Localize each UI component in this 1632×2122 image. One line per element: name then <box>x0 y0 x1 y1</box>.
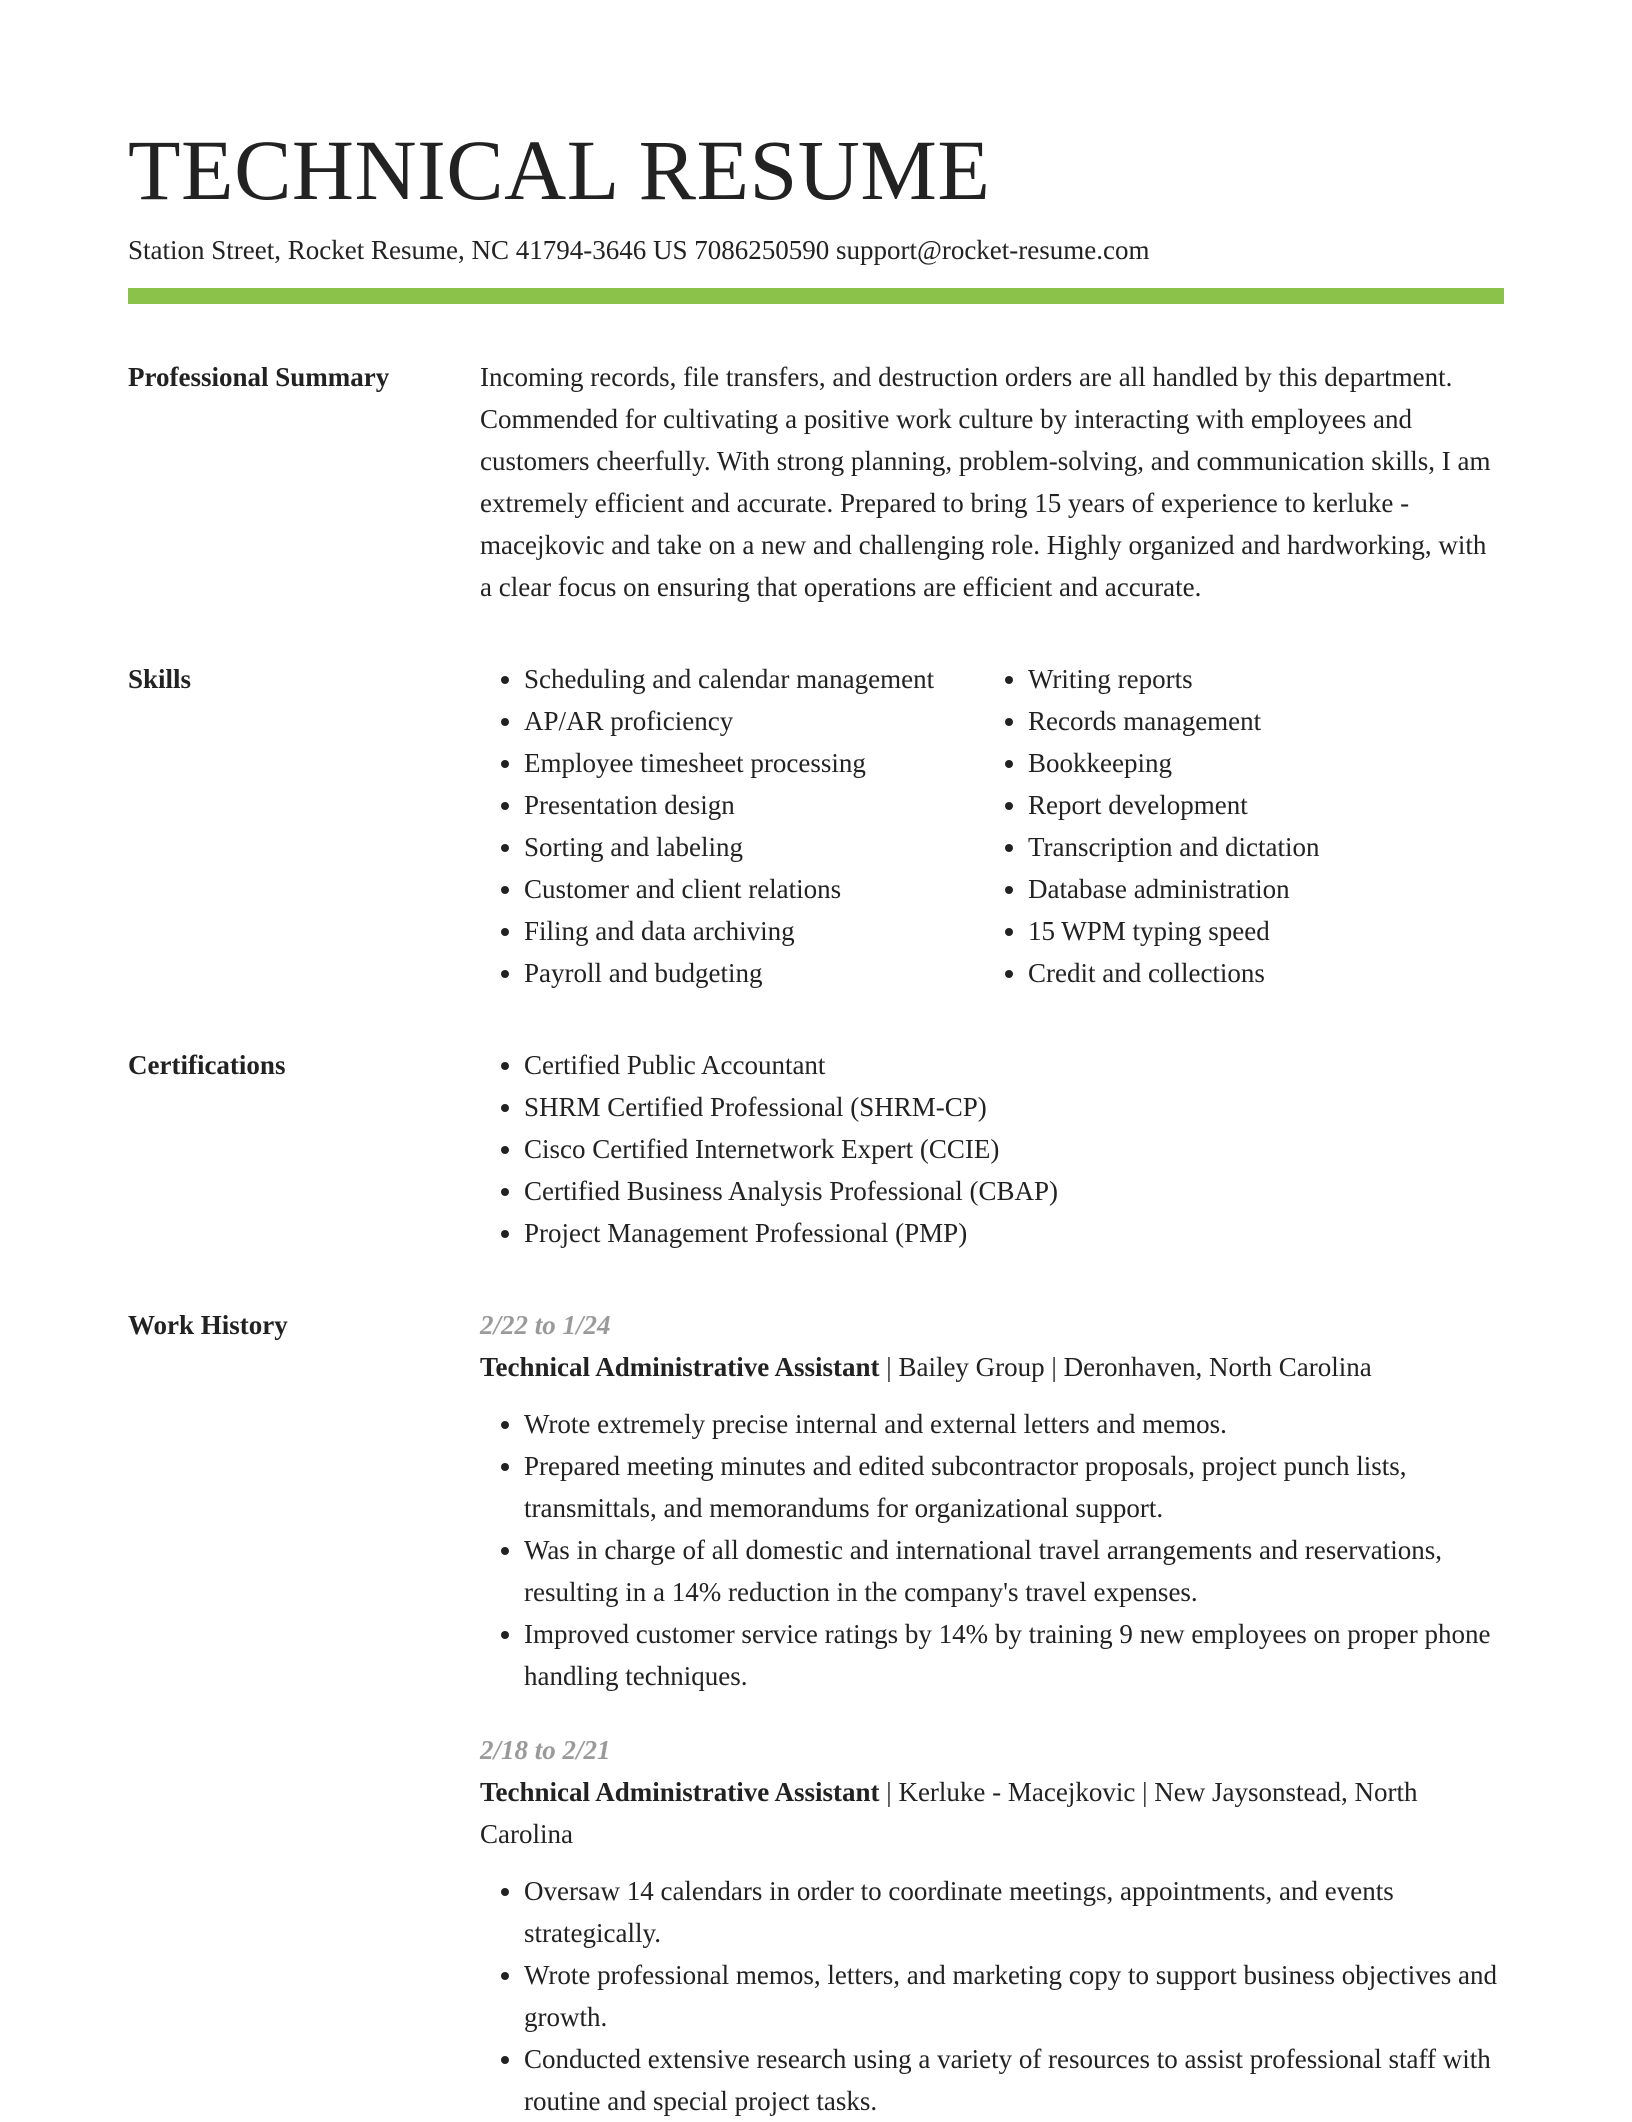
job-entry <box>480 1729 1504 2122</box>
job-details: | Bailey Group | Deronhaven, North Carolina <box>879 1352 1372 1382</box>
job-bullets <box>480 1403 1504 1697</box>
summary-text: Incoming records, file transfers, and destruction orders are all handled by this department. Commended for cultivating a positive work culture by interacting with employees and customers cheerfully. With strong planning, problem-solving, and communication skills, I am extremely efficient and accurate. Prepared to bring 15 years of experience to kerluke - macejkovic and take on a new and challenging role. Highly organized and hardworking, with a clear focus on ensuring that operations are efficient and accurate. <box>480 362 1491 602</box>
list-item: • Certified Business Analysis Professional (CBAP) <box>524 1170 1504 1212</box>
job-entry <box>480 1304 1504 1697</box>
list-item: • Wrote extremely precise internal and external letters and memos. <box>524 1403 1504 1445</box>
resume-title: TECHNICAL RESUME <box>128 122 991 218</box>
work-history-section <box>128 1304 1504 2122</box>
job-heading <box>480 1346 1504 1388</box>
list-item: • Sorting and labeling <box>524 826 984 868</box>
certifications-section <box>128 1044 1504 1254</box>
job-heading <box>480 1771 1504 1855</box>
job-dates: 2/22 to 1/24 <box>480 1310 611 1340</box>
section-label-skills: Skills <box>128 664 192 694</box>
job-details: | Kerluke - Macejkovic | New Jaysonstead, North Carolina <box>480 1777 1418 1849</box>
job-title: Technical Administrative Assistant <box>480 1777 880 1807</box>
summary-section <box>128 356 1504 608</box>
section-label-certifications: Certifications <box>128 1050 286 1080</box>
skills-list-right <box>984 658 1488 994</box>
list-item: • Payroll and budgeting <box>524 952 984 994</box>
list-item: • Credit and collections <box>1028 952 1488 994</box>
certifications-list <box>480 1044 1504 1254</box>
list-item: • Conducted extensive research using a variety of resources to assist professional staff with routine and special project tasks. <box>524 2038 1504 2122</box>
list-item: • Prepared meeting minutes and edited subcontractor proposals, project punch lists, transmittals, and memorandums for organizational support. <box>524 1445 1504 1529</box>
job-title: Technical Administrative Assistant <box>480 1352 880 1382</box>
skills-section <box>128 658 1504 994</box>
job-bullets <box>480 1870 1504 2122</box>
list-item: • Project Management Professional (PMP) <box>524 1212 1504 1254</box>
list-item: • 15 WPM typing speed <box>1028 910 1488 952</box>
list-item: • Database administration <box>1028 868 1488 910</box>
list-item: • Customer and client relations <box>524 868 984 910</box>
list-item: • Records management <box>1028 700 1488 742</box>
list-item: • Employee timesheet processing <box>524 742 984 784</box>
list-item: • Wrote professional memos, letters, and marketing copy to support business objectives and growth. <box>524 1954 1504 2038</box>
resume-page <box>128 120 1504 2122</box>
list-item: • Report development <box>1028 784 1488 826</box>
list-item: • Certified Public Accountant <box>524 1044 1504 1086</box>
contact-line: Station Street, Rocket Resume, NC 41794-3646 US 7086250590 support@rocket-resume.com <box>128 235 1150 265</box>
list-item: • Was in charge of all domestic and international travel arrangements and reservations, resulting in a 14% reduction in the company's travel expenses. <box>524 1529 1504 1613</box>
list-item: • Transcription and dictation <box>1028 826 1488 868</box>
list-item: • Cisco Certified Internetwork Expert (CCIE) <box>524 1128 1504 1170</box>
list-item: • AP/AR proficiency <box>524 700 984 742</box>
list-item: • Bookkeeping <box>1028 742 1488 784</box>
list-item: • Improved customer service ratings by 14% by training 9 new employees on proper phone handling techniques. <box>524 1613 1504 1697</box>
list-item: • Writing reports <box>1028 658 1488 700</box>
list-item: • Oversaw 14 calendars in order to coordinate meetings, appointments, and events strategically. <box>524 1870 1504 1954</box>
list-item: • SHRM Certified Professional (SHRM-CP) <box>524 1086 1504 1128</box>
section-label-summary: Professional Summary <box>128 362 390 392</box>
list-item: • Filing and data archiving <box>524 910 984 952</box>
skills-list-left <box>480 658 984 994</box>
list-item: • Scheduling and calendar management <box>524 658 984 700</box>
job-dates: 2/18 to 2/21 <box>480 1735 611 1765</box>
list-item: • Presentation design <box>524 784 984 826</box>
section-label-work-history: Work History <box>128 1310 288 1340</box>
header-divider <box>128 288 1504 304</box>
